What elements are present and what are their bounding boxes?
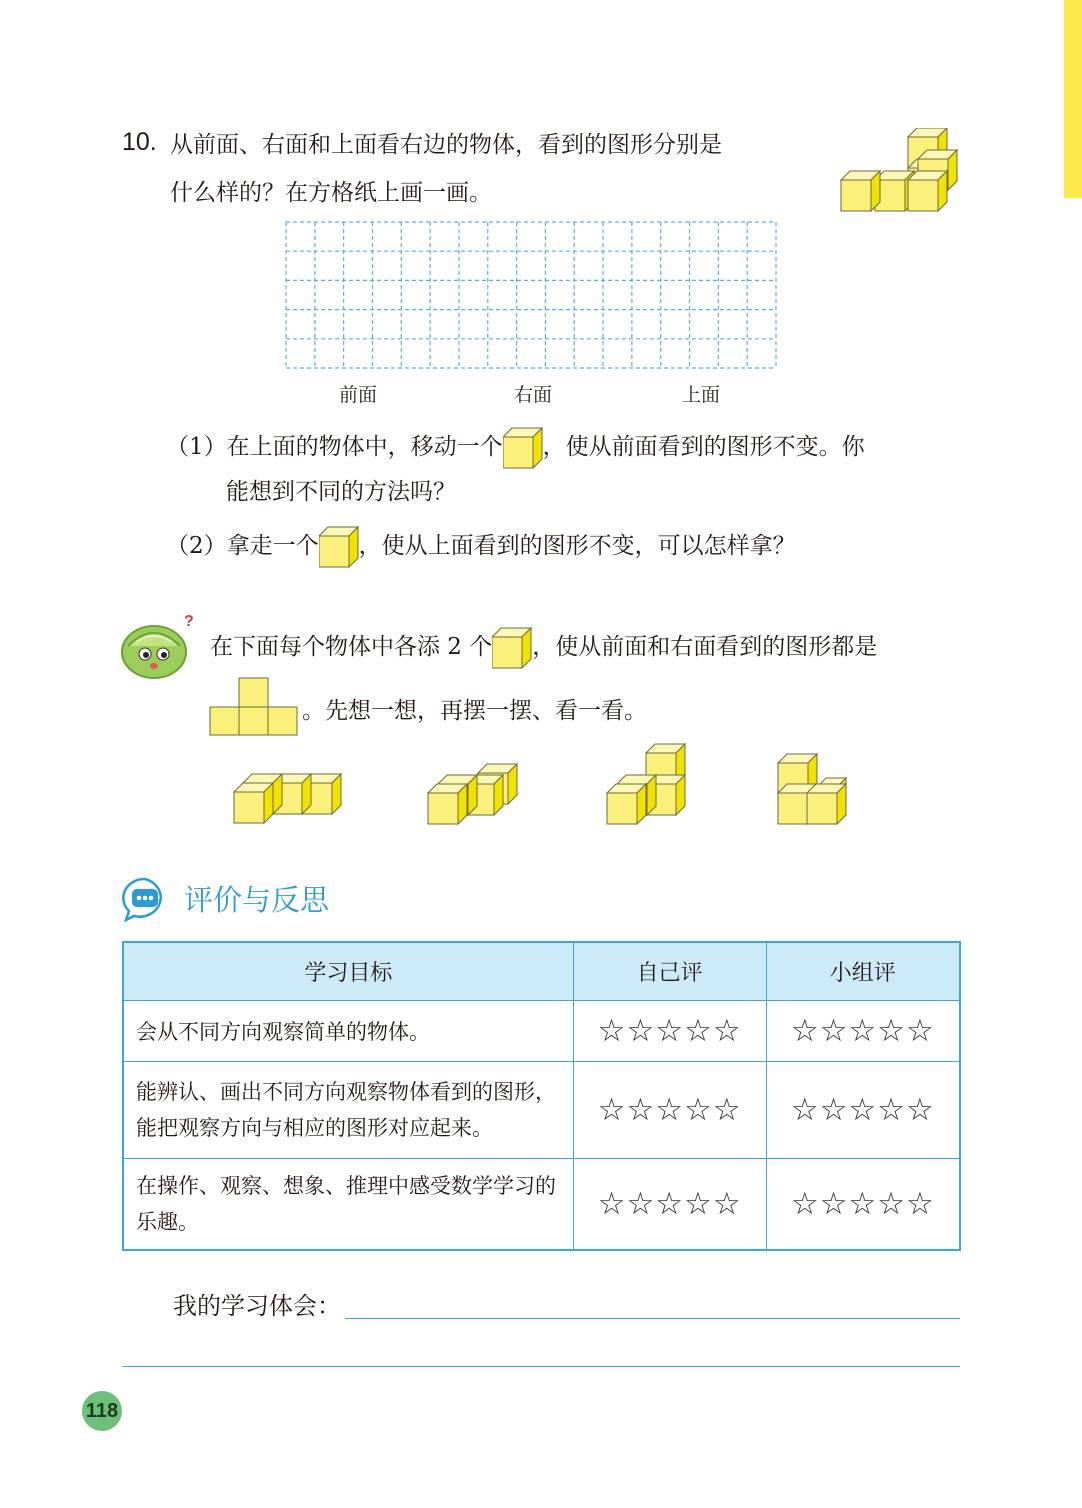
activity-line-1-prefix: 在下面每个物体中各添 2 个: [210, 634, 493, 660]
sub-question-2: [166, 526, 796, 568]
sub-question-1-line-2: 能想到不同的方法吗？: [226, 479, 456, 505]
cabbage-mascot-icon: [118, 612, 198, 682]
grid-paper[interactable]: [285, 221, 777, 369]
table-row: [123, 1159, 960, 1250]
activity-line-1-suffix: ，使从前面和右面看到的图形都是: [532, 634, 878, 660]
object-figure-4: [776, 752, 850, 826]
cube-icon: [503, 427, 543, 469]
grid-label-top: 上面: [682, 384, 721, 406]
svg-text:?: ?: [184, 613, 194, 630]
page-number: 118: [82, 1391, 122, 1431]
activity-line-1: [210, 627, 877, 669]
evaluation-title: 评价与反思: [184, 883, 330, 917]
goal-cell: 能辨认、画出不同方向观察物体看到的图形，能把观察方向与相应的图形对应起来。: [123, 1062, 573, 1159]
table-row: [123, 1001, 960, 1062]
header-goal: 学习目标: [123, 942, 573, 1001]
question-number: 10.: [122, 128, 157, 156]
question-line-1: 从前面、右面和上面看右边的物体，看到的图形分别是: [170, 132, 722, 158]
activity-line-2: 。先想一想，再摆一摆、看一看。: [302, 698, 647, 724]
reflection-answer-line-2[interactable]: [122, 1366, 960, 1367]
group-rating-stars[interactable]: ☆☆☆☆☆: [766, 1159, 960, 1250]
header-self: 自己评: [573, 942, 766, 1001]
self-rating-stars[interactable]: ☆☆☆☆☆: [573, 1062, 766, 1159]
object-figure-1: [232, 770, 346, 826]
self-rating-stars[interactable]: ☆☆☆☆☆: [573, 1001, 766, 1062]
cube-object-figure: [838, 128, 968, 212]
self-rating-stars[interactable]: ☆☆☆☆☆: [573, 1159, 766, 1250]
target-shape-figure: [209, 677, 301, 737]
question-line-2: 什么样的？在方格纸上画一画。: [170, 180, 492, 206]
chat-bubble-icon: [120, 876, 170, 922]
evaluation-table: [122, 941, 961, 1251]
sub-question-1-suffix: ，使从前面看到的图形不变。你: [542, 434, 865, 460]
goal-cell: 在操作、观察、想象、推理中感受数学学习的乐趣。: [123, 1159, 573, 1250]
cube-icon: [319, 526, 359, 568]
sub-question-1: [166, 427, 865, 469]
sub-question-1-prefix: （1）在上面的物体中，移动一个: [166, 434, 503, 460]
reflection-answer-line-1[interactable]: [345, 1318, 960, 1319]
header-group: 小组评: [766, 942, 960, 1001]
group-rating-stars[interactable]: ☆☆☆☆☆: [766, 1001, 960, 1062]
table-header-row: [123, 942, 960, 1001]
goal-cell: 会从不同方向观察简单的物体。: [123, 1001, 573, 1062]
reflection-label: 我的学习体会：: [173, 1292, 341, 1320]
sub-question-2-suffix: ，使从上面看到的图形不变，可以怎样拿？: [358, 533, 796, 559]
object-figure-2: [426, 762, 522, 826]
side-tab-marker: [1064, 0, 1082, 198]
cube-icon: [492, 627, 532, 669]
group-rating-stars[interactable]: ☆☆☆☆☆: [766, 1062, 960, 1159]
grid-label-right: 右面: [514, 384, 553, 406]
object-figure-3: [604, 742, 690, 826]
sub-question-2-prefix: （2）拿走一个: [166, 533, 319, 559]
table-row: [123, 1062, 960, 1159]
grid-label-front: 前面: [339, 384, 378, 406]
